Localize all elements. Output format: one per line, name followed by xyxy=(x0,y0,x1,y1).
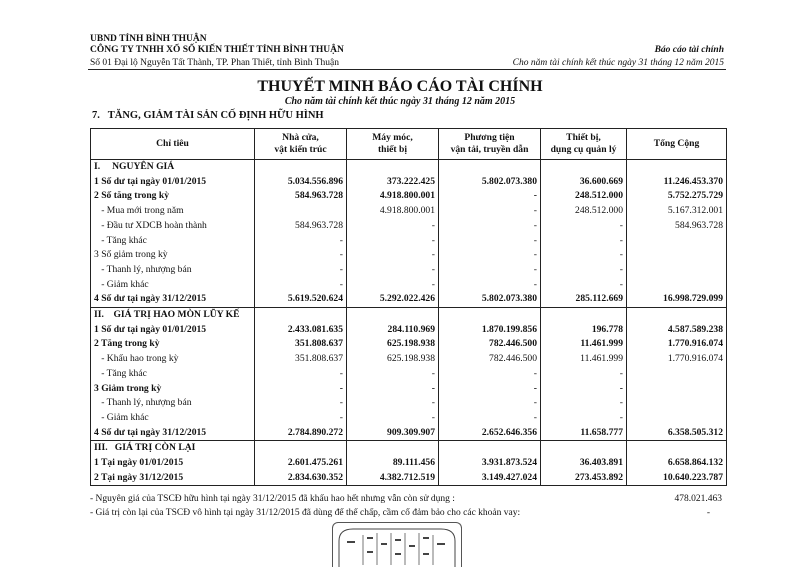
cell-value: - xyxy=(347,263,439,278)
cell-value: - xyxy=(439,263,541,278)
cell-value xyxy=(627,263,727,278)
page-title: THUYẾT MINH BÁO CÁO TÀI CHÍNH xyxy=(257,78,543,95)
cell-value: 584.963.728 xyxy=(627,219,727,234)
cell-value xyxy=(627,308,727,323)
table-row xyxy=(91,278,727,293)
cell-value xyxy=(347,308,439,323)
row-label: 4 Số dư tại ngày 31/12/2015 xyxy=(91,292,255,307)
column-header: Tổng Cộng xyxy=(627,129,727,160)
cell-value xyxy=(347,160,439,175)
cell-value: - xyxy=(541,396,627,411)
cell-value: - xyxy=(541,234,627,249)
cell-value: 36.403.891 xyxy=(541,456,627,471)
cell-value: - xyxy=(347,219,439,234)
cell-value: 1.770.916.074 xyxy=(627,337,727,352)
report-type: Báo cáo tài chính xyxy=(654,45,724,55)
row-label: 2 Tăng trong kỳ xyxy=(91,337,255,352)
cell-value: 1.770.916.074 xyxy=(627,352,727,367)
cell-value: 2.433.081.635 xyxy=(255,323,347,338)
row-label: - Đầu tư XDCB hoàn thành xyxy=(91,219,255,234)
page-subtitle: Cho năm tài chính kết thúc ngày 31 tháng 12 năm 2015 xyxy=(284,96,516,107)
row-label: 2 Số tăng trong kỳ xyxy=(91,189,255,204)
cell-value xyxy=(255,204,347,219)
cell-value: 351.808.637 xyxy=(255,337,347,352)
cell-value xyxy=(347,441,439,456)
column-header: Chỉ tiêu xyxy=(91,129,255,160)
cell-value: 10.640.223.787 xyxy=(627,471,727,486)
cell-value xyxy=(627,441,727,456)
column-header: Nhà cửa, vật kiến trúc xyxy=(255,129,347,160)
cell-value xyxy=(627,367,727,382)
cell-value: 625.198.938 xyxy=(347,337,439,352)
cell-value: - xyxy=(439,367,541,382)
cell-value: 16.998.729.099 xyxy=(627,292,727,307)
cell-value: - xyxy=(439,189,541,204)
section-title: TĂNG, GIẢM TÀI SẢN CỐ ĐỊNH HỮU HÌNH xyxy=(107,110,324,121)
row-label: 1 Số dư tại ngày 01/01/2015 xyxy=(91,175,255,190)
cell-value xyxy=(255,160,347,175)
cell-value: - xyxy=(439,396,541,411)
cell-value xyxy=(439,441,541,456)
cell-value xyxy=(255,441,347,456)
header-rule xyxy=(88,69,726,70)
cell-value: 248.512.000 xyxy=(541,204,627,219)
table-row xyxy=(91,411,727,426)
cell-value: - xyxy=(255,382,347,397)
cell-value xyxy=(627,248,727,263)
table-row xyxy=(91,204,727,219)
cell-value: 4.918.800.001 xyxy=(347,204,439,219)
row-label: - Khấu hao trong kỳ xyxy=(91,352,255,367)
cell-value xyxy=(541,160,627,175)
cell-value: 1.870.199.856 xyxy=(439,323,541,338)
table-row xyxy=(91,396,727,411)
cell-value: 11.658.777 xyxy=(541,426,627,441)
row-label: III. GIÁ TRỊ CÒN LẠI xyxy=(91,441,255,456)
table-row xyxy=(91,352,727,367)
cell-value: - xyxy=(255,367,347,382)
cell-value: 5.292.022.426 xyxy=(347,292,439,307)
cell-value: 6.658.864.132 xyxy=(627,456,727,471)
cell-value: 248.512.000 xyxy=(541,189,627,204)
cell-value: 5.752.275.729 xyxy=(627,189,727,204)
row-label: 3 Số giảm trong kỳ xyxy=(91,248,255,263)
cell-value xyxy=(541,308,627,323)
company-address: Số 01 Đại lộ Nguyễn Tất Thành, TP. Phan Thiết, tỉnh Bình Thuận xyxy=(90,58,340,68)
cell-value: 11.246.453.370 xyxy=(627,175,727,190)
cell-value: - xyxy=(255,278,347,293)
table-row xyxy=(91,441,727,456)
cell-value: - xyxy=(347,234,439,249)
table-row xyxy=(91,337,727,352)
cell-value: 6.358.505.312 xyxy=(627,426,727,441)
cell-value: - xyxy=(541,263,627,278)
cell-value: 2.834.630.352 xyxy=(255,471,347,486)
table-row xyxy=(91,292,727,307)
cell-value: 11.461.999 xyxy=(541,352,627,367)
cell-value: - xyxy=(347,278,439,293)
note-2-text: - Giá trị còn lại của TSCĐ vô hình tại ngày 31/12/2015 đã dùng để thế chấp, cầm cố đảm bảo cho các khoản vay: xyxy=(90,508,521,518)
cell-value xyxy=(439,160,541,175)
cell-value: 284.110.969 xyxy=(347,323,439,338)
row-label: - Tăng khác xyxy=(91,367,255,382)
cell-value: 782.446.500 xyxy=(439,337,541,352)
cell-value: 4.382.712.519 xyxy=(347,471,439,486)
row-label: 4 Số dư tại ngày 31/12/2015 xyxy=(91,426,255,441)
cell-value: 5.034.556.896 xyxy=(255,175,347,190)
cell-value: 584.963.728 xyxy=(255,189,347,204)
table-row xyxy=(91,263,727,278)
row-label: 2 Tại ngày 31/12/2015 xyxy=(91,471,255,486)
cell-value: - xyxy=(439,382,541,397)
table-row xyxy=(91,382,727,397)
cell-value: 3.149.427.024 xyxy=(439,471,541,486)
cell-value: - xyxy=(255,263,347,278)
cell-value: 36.600.669 xyxy=(541,175,627,190)
table-row xyxy=(91,248,727,263)
table-row xyxy=(91,456,727,471)
table-row xyxy=(91,160,727,175)
cell-value: - xyxy=(541,219,627,234)
note-1-value: 478.021.463 xyxy=(674,494,722,504)
cell-value: - xyxy=(541,382,627,397)
table-header-row xyxy=(91,129,727,160)
section-number: 7. xyxy=(92,110,100,121)
report-period: Cho năm tài chính kết thúc ngày 31 tháng 12 năm 2015 xyxy=(512,58,724,68)
note-1-text: - Nguyên giá của TSCĐ hữu hình tại ngày 31/12/2015 đã khấu hao hết nhưng vẫn còn sử dụng : xyxy=(90,494,455,504)
cell-value xyxy=(541,441,627,456)
cell-value: - xyxy=(347,411,439,426)
cell-value xyxy=(627,160,727,175)
cell-value: 4.587.589.238 xyxy=(627,323,727,338)
cell-value: - xyxy=(439,278,541,293)
table-body xyxy=(91,160,727,486)
cell-value: 273.453.892 xyxy=(541,471,627,486)
cell-value: 2.784.890.272 xyxy=(255,426,347,441)
company-seal xyxy=(332,522,462,567)
cell-value xyxy=(627,234,727,249)
note-2-value: - xyxy=(706,508,710,518)
cell-value: 5.167.312.001 xyxy=(627,204,727,219)
row-label: 1 Tại ngày 01/01/2015 xyxy=(91,456,255,471)
cell-value: 2.601.475.261 xyxy=(255,456,347,471)
cell-value: 89.111.456 xyxy=(347,456,439,471)
cell-value: - xyxy=(255,411,347,426)
org-line-1: UBND TỈNH BÌNH THUẬN xyxy=(90,34,207,44)
cell-value: - xyxy=(541,248,627,263)
table-row xyxy=(91,471,727,486)
cell-value: 782.446.500 xyxy=(439,352,541,367)
cell-value: - xyxy=(541,278,627,293)
table-row xyxy=(91,308,727,323)
cell-value: - xyxy=(255,396,347,411)
cell-value: - xyxy=(255,234,347,249)
row-label: - Thanh lý, nhượng bán xyxy=(91,396,255,411)
table-row xyxy=(91,219,727,234)
table-row xyxy=(91,234,727,249)
row-label: - Mua mới trong năm xyxy=(91,204,255,219)
cell-value: - xyxy=(439,248,541,263)
column-header: Máy móc, thiết bị xyxy=(347,129,439,160)
row-label: - Giảm khác xyxy=(91,411,255,426)
row-label: - Thanh lý, nhượng bán xyxy=(91,263,255,278)
cell-value: 4.918.800.001 xyxy=(347,189,439,204)
cell-value: - xyxy=(347,382,439,397)
cell-value xyxy=(627,278,727,293)
column-header: Phương tiện vận tải, truyền dẫn xyxy=(439,129,541,160)
cell-value: - xyxy=(347,367,439,382)
cell-value xyxy=(255,308,347,323)
row-label: 1 Số dư tại ngày 01/01/2015 xyxy=(91,323,255,338)
cell-value xyxy=(439,308,541,323)
cell-value: - xyxy=(541,411,627,426)
fixed-assets-table xyxy=(90,128,727,486)
row-label: - Tăng khác xyxy=(91,234,255,249)
row-label: - Giảm khác xyxy=(91,278,255,293)
cell-value: - xyxy=(347,396,439,411)
table-row xyxy=(91,367,727,382)
table-row xyxy=(91,426,727,441)
cell-value: - xyxy=(439,204,541,219)
cell-value xyxy=(627,382,727,397)
table-row xyxy=(91,175,727,190)
cell-value: 5.619.520.624 xyxy=(255,292,347,307)
org-line-2: CÔNG TY TNHH XỔ SỐ KIẾN THIẾT TỈNH BÌNH THUẬN xyxy=(90,45,344,55)
cell-value: 909.309.907 xyxy=(347,426,439,441)
cell-value: - xyxy=(439,234,541,249)
cell-value: 584.963.728 xyxy=(255,219,347,234)
cell-value xyxy=(627,396,727,411)
row-label: 3 Giảm trong kỳ xyxy=(91,382,255,397)
column-header: Thiết bị, dụng cụ quản lý xyxy=(541,129,627,160)
row-label: II. GIÁ TRỊ HAO MÒN LŨY KẾ xyxy=(91,308,255,323)
row-label: I. NGUYÊN GIÁ xyxy=(91,160,255,175)
cell-value: 351.808.637 xyxy=(255,352,347,367)
cell-value: - xyxy=(439,219,541,234)
cell-value: 373.222.425 xyxy=(347,175,439,190)
cell-value xyxy=(627,411,727,426)
cell-value: - xyxy=(439,411,541,426)
cell-value: 196.778 xyxy=(541,323,627,338)
cell-value: - xyxy=(541,367,627,382)
cell-value: 3.931.873.524 xyxy=(439,456,541,471)
section-heading xyxy=(92,110,324,121)
table-row xyxy=(91,189,727,204)
cell-value: 625.198.938 xyxy=(347,352,439,367)
table-row xyxy=(91,323,727,338)
cell-value: 5.802.073.380 xyxy=(439,175,541,190)
cell-value: - xyxy=(347,248,439,263)
cell-value: - xyxy=(255,248,347,263)
cell-value: 285.112.669 xyxy=(541,292,627,307)
cell-value: 11.461.999 xyxy=(541,337,627,352)
cell-value: 5.802.073.380 xyxy=(439,292,541,307)
cell-value: 2.652.646.356 xyxy=(439,426,541,441)
